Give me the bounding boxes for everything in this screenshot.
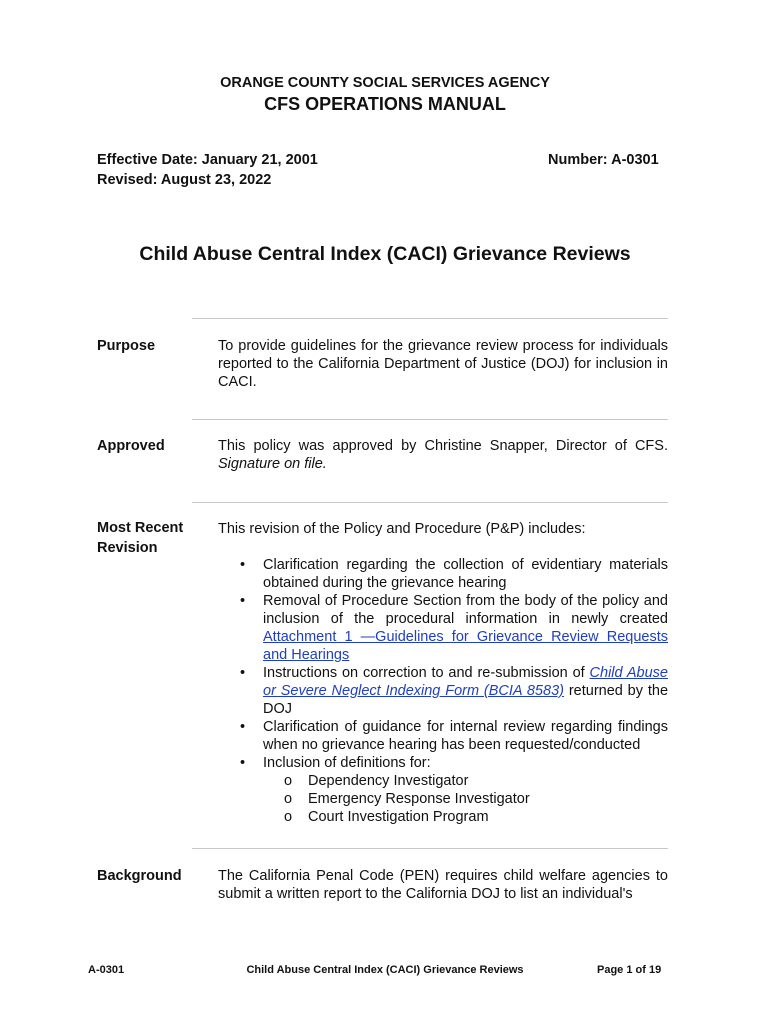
list-item-text: Removal of Procedure Section from the body of the policy and inclusion of the procedural information in newly created xyxy=(263,593,668,627)
bcia-8583-link[interactable]: Child Abuse or Severe Neglect Indexing Form (BCIA 8583) xyxy=(263,665,669,699)
policy-number: Number: A-0301 xyxy=(548,152,659,168)
revision-label-line1: Most Recent xyxy=(97,520,184,536)
revision-list xyxy=(238,556,668,826)
manual-title: CFS OPERATIONS MANUAL xyxy=(264,94,506,114)
list-item-tail: returned by the DOJ xyxy=(263,683,669,717)
approved-label: Approved xyxy=(97,438,165,454)
sub-list-item: o Emergency Response Investigator xyxy=(263,790,668,808)
agency-name: ORANGE COUNTY SOCIAL SERVICES AGENCY xyxy=(220,75,550,91)
dates-block xyxy=(97,150,318,190)
section-divider xyxy=(192,318,668,319)
attachment-1-link[interactable]: Attachment 1 —Guidelines for Grievance Review Requests and Hearings xyxy=(263,629,668,663)
purpose-text: To provide guidelines for the grievance review process for individuals reported to the California Department of Justice (DOJ) for inclusion in CACI. xyxy=(218,338,668,390)
footer-policy-number: A-0301 xyxy=(88,964,125,976)
background-label: Background xyxy=(97,868,182,884)
list-item xyxy=(238,592,668,664)
sub-list-item: o Dependency Investigator xyxy=(263,772,668,790)
section-divider xyxy=(192,419,668,420)
effective-date: Effective Date: January 21, 2001 xyxy=(97,152,318,168)
signature-note: Signature on file. xyxy=(218,456,327,472)
list-item: • Clarification of guidance for internal review regarding findings when no grievance hearing has been requested/conducted xyxy=(238,718,668,754)
revision-intro: This revision of the Policy and Procedure (P&P) includes: xyxy=(218,521,586,537)
list-item-text: Inclusion of definitions for: xyxy=(263,755,431,771)
list-item xyxy=(238,664,668,718)
section-divider xyxy=(192,502,668,503)
definitions-sublist xyxy=(263,772,668,826)
revision-label xyxy=(97,518,183,558)
list-item xyxy=(238,754,668,826)
section-divider xyxy=(192,848,668,849)
background-text: The California Penal Code (PEN) requires child welfare agencies to submit a written report to the California DOJ to list an individual's xyxy=(218,868,668,902)
approved-text xyxy=(218,437,668,473)
revised-date: Revised: August 23, 2022 xyxy=(97,172,272,188)
footer-page-number: Page 1 of 19 xyxy=(597,964,662,976)
purpose-label: Purpose xyxy=(97,338,156,354)
document-title: Child Abuse Central Index (CACI) Grievance Reviews xyxy=(139,243,631,265)
list-item-text: Instructions on correction to and re-submission of xyxy=(263,665,585,681)
footer-title: Child Abuse Central Index (CACI) Grievance Reviews xyxy=(246,964,524,976)
revision-label-line2: Revision xyxy=(97,540,158,556)
sub-list-item: o Court Investigation Program xyxy=(263,808,668,826)
list-item: • Clarification regarding the collection of evidentiary materials obtained during the grievance hearing xyxy=(238,556,668,592)
approved-statement: This policy was approved by Christine Snapper, Director of CFS. xyxy=(218,438,668,454)
